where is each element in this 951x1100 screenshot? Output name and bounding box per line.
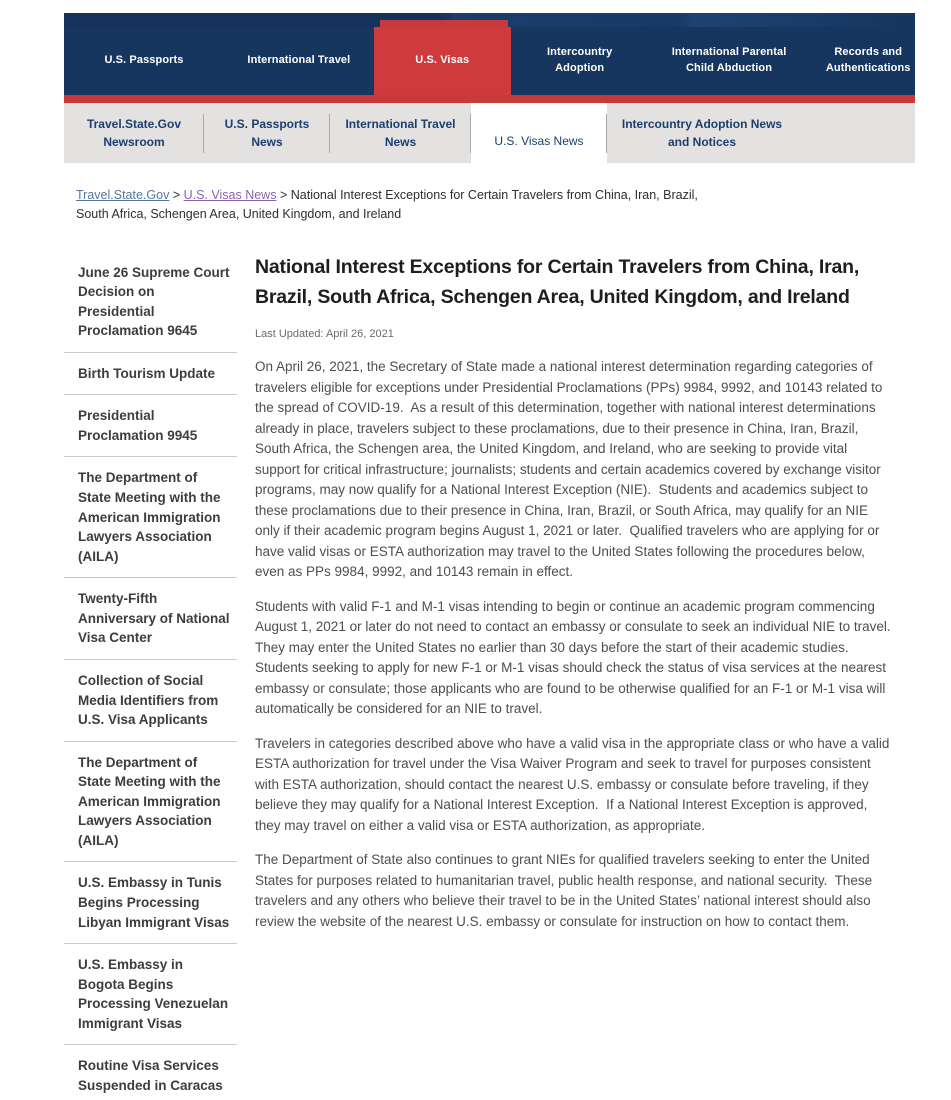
article-paragraph-2: Students with valid F-1 and M-1 visas intending to begin or continue an academic program commencing August 1, 2021 or later do not need to contact an embassy or consulate to seek an individual NIE to travel. They may enter the United States no earlier than 30 days before the start of their academic studies. Students seeking to apply for new F-1 or M-1 visas should check the status of visa services at the nearest embassy or consulate; those applicants who are found to be otherwise qualified for an F-1 or M-1 visa will automatically be considered for an NIE to travel. <box>255 598 898 717</box>
content-area <box>64 252 915 1100</box>
last-updated: Last Updated: April 26, 2021 <box>255 328 394 341</box>
red-accent-bar <box>64 95 915 103</box>
sidebar-item-nvc-anniversary[interactable]: Twenty-Fifth Anniversary of National Visa Center <box>64 578 237 660</box>
sidebar-item-proclamation-9945[interactable]: Presidential Proclamation 9945 <box>64 395 237 457</box>
sidebar <box>64 252 237 1100</box>
sidebar-item-tunis-libyan-visas[interactable]: U.S. Embassy in Tunis Begins Processing Libyan Immigrant Visas <box>64 862 237 944</box>
primary-nav-item-parental-child-abduction[interactable]: International Parental Child Abduction <box>671 46 787 74</box>
breadcrumb-separator: > <box>172 188 181 202</box>
secondary-nav-item-adoption-news[interactable]: Intercountry Adoption News and Notices <box>621 117 783 149</box>
page-title: National Interest Exceptions for Certain Travelers from China, Iran, Brazil, South Africa, Schengen Area, United Kingdom, and Ireland <box>255 255 860 309</box>
site-container <box>64 0 915 1100</box>
secondary-nav-item-newsroom[interactable]: Travel.State.Gov Newsroom <box>64 103 204 163</box>
primary-nav-item-intercountry-adoption[interactable]: Intercountry Adoption <box>546 46 613 74</box>
sidebar-item-social-media-identifiers[interactable]: Collection of Social Media Identifiers from U.S. Visa Applicants <box>64 660 237 742</box>
sidebar-item-aila-meeting-1[interactable]: The Department of State Meeting with the American Immigration Lawyers Association (AILA) <box>64 457 237 578</box>
article-paragraph-1: On April 26, 2021, the Secretary of State made a national interest determination regarding categories of travelers eligible for exceptions under Presidential Proclamations (PPs) 9984, 9992, and 10143 related to the spread of COVID-19. As a result of this determination, together with national interest determinations already in place, travelers subject to these proclamations, due to their presence in China, Iran, Brazil, South Africa, the Schengen area, the United Kingdom, and Ireland, who are seeking to provide vital support for critical infrastructure; journalists; students and certain academics covered by exchange visitor programs, may now qualify for a National Interest Exception (NIE). Students and academics subject to these proclamations due to their presence in China, Iran, Brazil, or South Africa, may qualify for an NIE only if their academic program begins August 1, 2021 or later. Qualified travelers who are applying for or have valid visas or ESTA authorization may travel to the United States following the procedures below, even as PPs 9984, 9992, and 10143 remain in effect. <box>255 359 887 580</box>
breadcrumb <box>76 186 701 224</box>
secondary-nav-filler <box>797 103 915 163</box>
article <box>255 252 898 1100</box>
primary-nav-item-us-visas[interactable]: U.S. Visas <box>374 27 511 95</box>
breadcrumb-current-page: National Interest Exceptions for Certain Travelers from China, Iran, Brazil, South Africa, Schengen Area, United Kingdom, and Ireland <box>76 188 698 221</box>
primary-nav-item-us-passports[interactable]: U.S. Passports <box>104 54 184 67</box>
breadcrumb-link-visas-news[interactable]: U.S. Visas News <box>183 188 277 202</box>
article-paragraph-3: Travelers in categories described above who have a valid visa in the appropriate class or who have a valid ESTA authorization for travel under the Visa Waiver Program and seek to travel for purposes consistent with ESTA authorization, should contact the nearest U.S. embassy or consulate before traveling, if they believe they may qualify for a National Interest Exception. If a National Interest Exception is approved, they may travel on either a valid visa or ESTA authorization, as appropriate. <box>255 735 894 833</box>
sidebar-item-june-26-decision[interactable]: June 26 Supreme Court Decision on Presidential Proclamation 9645 <box>64 252 237 353</box>
sidebar-item-aila-meeting-2[interactable]: The Department of State Meeting with the American Immigration Lawyers Association (AILA) <box>64 742 237 863</box>
secondary-nav <box>64 103 915 163</box>
primary-nav-item-international-travel[interactable]: International Travel <box>247 54 351 67</box>
sidebar-item-bogota-venezuelan-visas[interactable]: U.S. Embassy in Bogota Begins Processing Venezuelan Immigrant Visas <box>64 944 237 1045</box>
sidebar-item-birth-tourism[interactable]: Birth Tourism Update <box>64 353 237 396</box>
sidebar-item-caracas-suspended[interactable]: Routine Visa Services Suspended in Caracas <box>78 1058 223 1093</box>
secondary-nav-item-international-travel-news[interactable]: International Travel News <box>330 103 471 163</box>
secondary-nav-item-us-visas-news[interactable]: U.S. Visas News <box>471 103 607 179</box>
secondary-nav-item-passports-news[interactable]: U.S. Passports News <box>204 103 330 163</box>
banner-image <box>64 13 915 27</box>
breadcrumb-separator: > <box>279 188 288 202</box>
primary-nav-item-records-authentications[interactable]: Records and Authentications <box>825 46 911 74</box>
article-paragraph-4: The Department of State also continues to grant NIEs for qualified travelers seeking to enter the United States for purposes related to humanitarian travel, public health response, and national security. These travelers and any others who believe their travel to be in the United States’ national interest should also review the website of the nearest U.S. embassy or consulate for instruction on how to contact them. <box>255 852 876 929</box>
primary-nav <box>64 27 915 95</box>
breadcrumb-link-home[interactable]: Travel.State.Gov <box>76 188 170 202</box>
